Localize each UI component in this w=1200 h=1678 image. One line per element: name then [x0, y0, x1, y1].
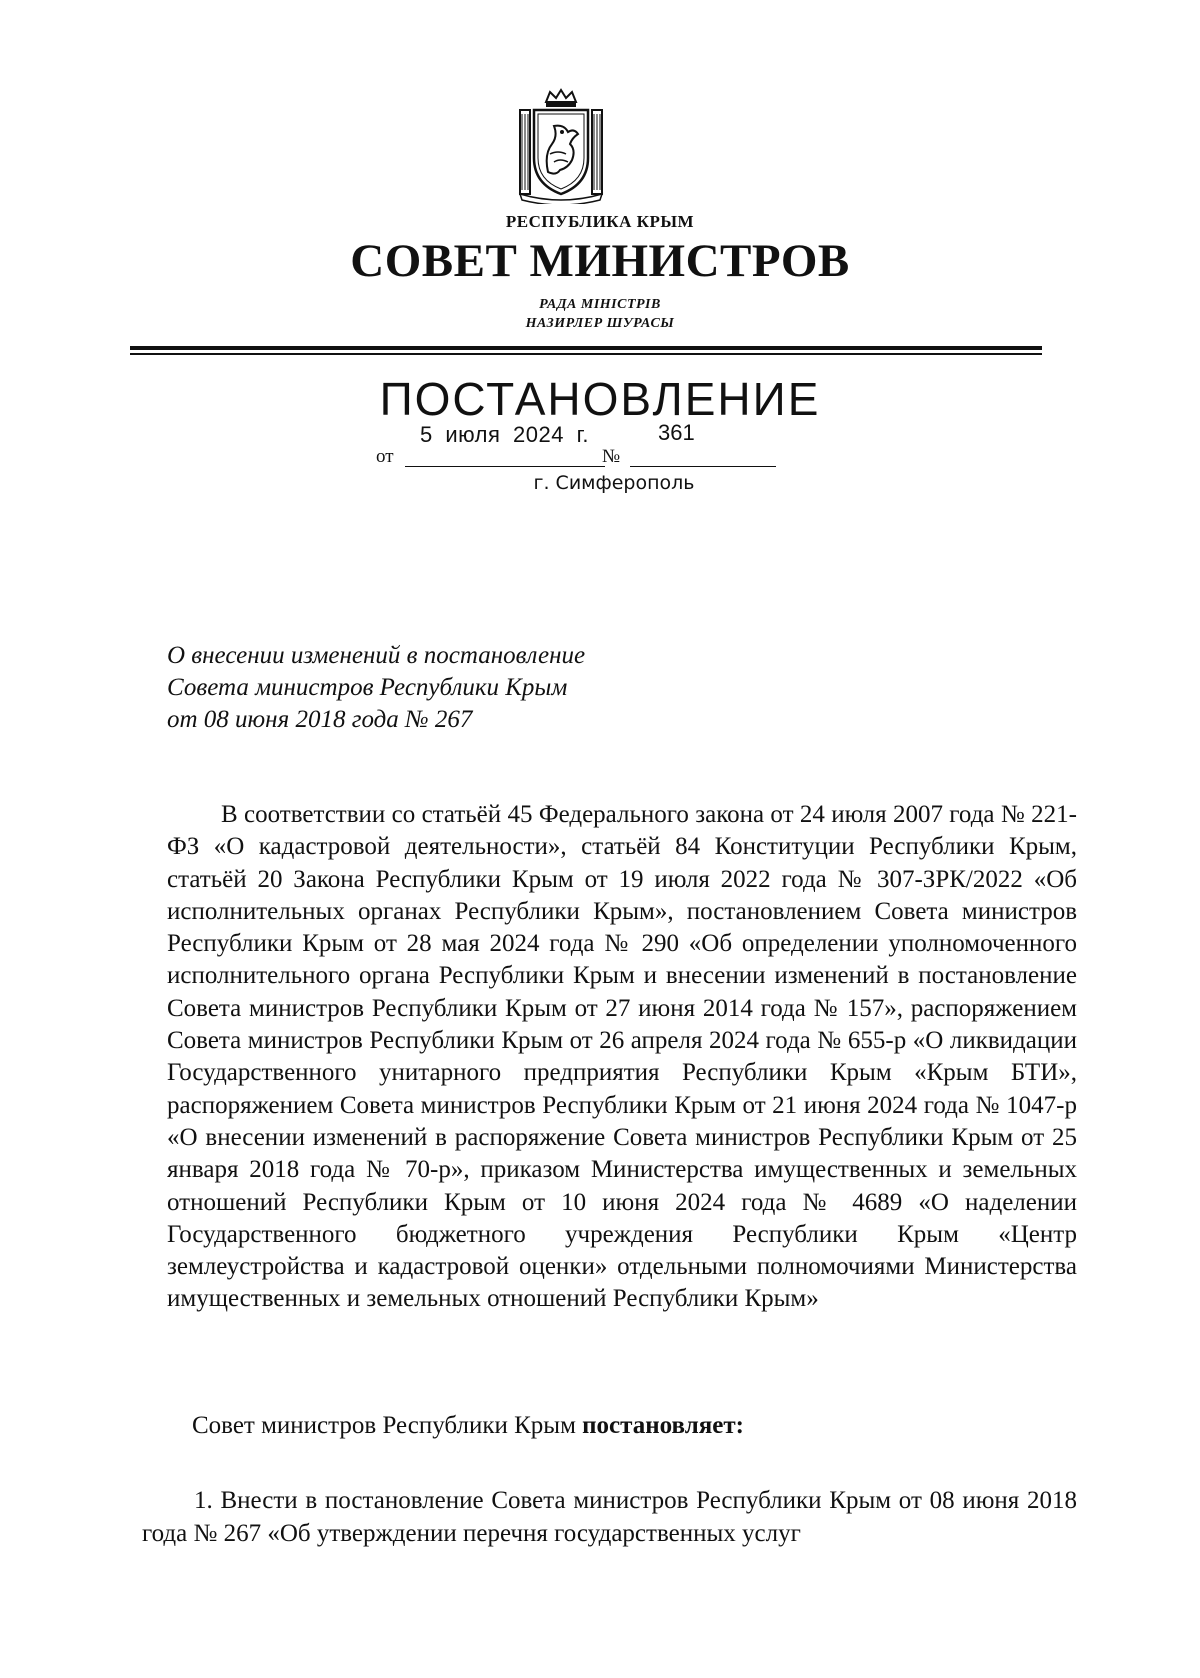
number-label: № — [602, 446, 621, 467]
date-underline — [405, 466, 605, 467]
subject-line: Совета министров Республики Крым — [167, 674, 568, 701]
number-underline — [630, 466, 776, 467]
decree-subject — [167, 640, 585, 736]
subject-line: О внесении изменений в постановление — [167, 642, 586, 669]
header-divider-thick — [130, 346, 1042, 350]
decree-number: 361 — [658, 420, 695, 445]
document-type-title: ПОСТАНОВЛЕНИЕ — [379, 373, 821, 425]
council-name: СОВЕТ МИНИСТРОВ — [350, 235, 850, 287]
resolution-item: 1. Внести в постановление Совета министров Республики Крым от 08 июня 2018 года № 267 «Об утверждении перечня государственных услуг — [142, 1487, 1077, 1547]
resolution-lead: Совет министров Республики Крым — [192, 1412, 583, 1439]
preamble-paragraph: В соответствии со статьёй 45 Федерального закона от 24 июля 2007 года № 221-ФЗ «О кадастровой деятельности», статьёй 84 Конституции Республики Крым, статьёй 20 Закона Республики Крым от 19 июля 2022 года № 307-ЗРК/2022 «Об исполнительных органах Республики Крым», постановлением Совета министров Республики Крым от 28 мая 2024 года № 290 «Об определении уполномоченного исполнительного органа Республики Крым и внесении изменений в постановление Совета министров Республики Крым от 27 июня 2014 года № 157», распоряжением Совета министров Республики Крым от 26 апреля 2024 года № 655-р «О ликвидации Государственного унитарного предприятия Республики Крым «Крым БТИ», распоряжением Совета министров Республики Крым от 21 июня 2024 года № 1047-р «О внесении изменений в распоряжение Совета министров Республики Крым от 25 января 2018 года № 70-р», приказом Министерства имущественных и земельных отношений Республики Крым от 10 июня 2024 года № 4689 «О наделении Государственного бюджетного учреждения Республики Крым «Центр землеустройства и кадастровой оценки» отдельными полномочиями Министерства имущественных и земельных отношений Республики Крым» — [167, 801, 1077, 1313]
resolution-line — [192, 1410, 744, 1442]
council-name-crimean-tatar: НАЗИРЛЕР ШУРАСЫ — [525, 316, 675, 331]
republic-name: РЕСПУБЛИКА КРЫМ — [505, 212, 695, 231]
resolution-verb: постановляет: — [582, 1412, 744, 1439]
subject-line: от 08 июня 2018 года № 267 — [167, 706, 473, 733]
header-divider-thin — [130, 353, 1042, 355]
issue-city: г. Симферополь — [533, 472, 695, 494]
date-label: от — [376, 446, 394, 467]
decree-date: 5 июля 2024 г. — [420, 422, 590, 447]
council-name-ukrainian: РАДА МІНІСТРІВ — [539, 297, 661, 312]
crimea-coat-of-arms-icon — [514, 88, 608, 204]
